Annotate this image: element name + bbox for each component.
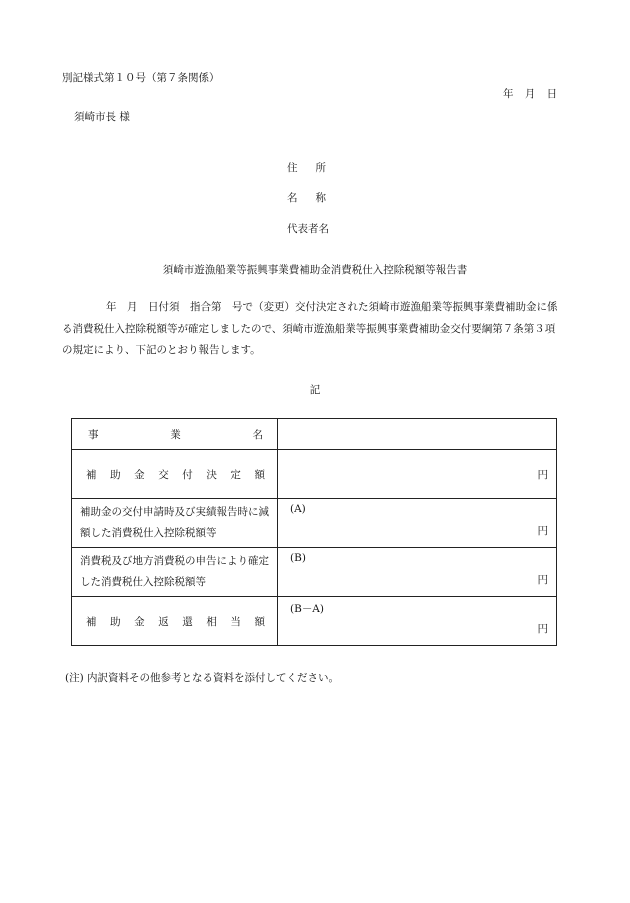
reduced-tax-label: 補助金の交付申請時及び実績報告時に減額した消費税仕入控除税額等 bbox=[72, 499, 278, 548]
footnote: (注) 内訳資料その他参考となる資料を添付してください。 bbox=[65, 672, 340, 684]
date-line: 年 月 日 bbox=[503, 88, 558, 100]
label-char: 還 bbox=[182, 615, 193, 628]
form-number: 別記様式第１０号（第７条関係） bbox=[62, 72, 220, 84]
applicant-representative-label: 代表者名 bbox=[287, 223, 329, 235]
body-paragraph bbox=[62, 297, 562, 362]
label-char: 付 bbox=[182, 468, 193, 481]
yen-unit: 円 bbox=[537, 574, 548, 586]
row-project-name bbox=[72, 419, 557, 450]
label-char: 補 bbox=[86, 615, 97, 628]
label-char: 事 bbox=[88, 428, 99, 441]
label-char: 補 bbox=[86, 468, 97, 481]
label-char: 業 bbox=[170, 428, 181, 441]
row-refund bbox=[72, 597, 557, 646]
confirmed-tax-label: 消費税及び地方消費税の申告により確定した消費税仕入控除税額等 bbox=[72, 548, 278, 597]
label-char: 交 bbox=[158, 468, 169, 481]
label-char: 額 bbox=[254, 468, 265, 481]
grant-decision-value bbox=[278, 450, 557, 499]
applicant-name-label: 名称 bbox=[287, 192, 344, 204]
label-char: 決 bbox=[206, 468, 217, 481]
yen-unit: 円 bbox=[537, 469, 548, 481]
label-char: 相 bbox=[206, 615, 217, 628]
code-a: (A) bbox=[290, 503, 306, 515]
yen-unit: 円 bbox=[537, 525, 548, 537]
confirmed-tax-value bbox=[278, 548, 557, 597]
reduced-tax-value bbox=[278, 499, 557, 548]
row-reduced-tax bbox=[72, 499, 557, 548]
ki-heading: 記 bbox=[309, 384, 321, 396]
label-char: 当 bbox=[230, 615, 241, 628]
report-table bbox=[71, 418, 557, 646]
row-confirmed-tax bbox=[72, 548, 557, 597]
yen-unit: 円 bbox=[537, 623, 548, 635]
label-char: 助 bbox=[110, 468, 121, 481]
addressee: 須崎市長 様 bbox=[74, 111, 130, 123]
label-char: 金 bbox=[134, 468, 145, 481]
project-name-label bbox=[72, 419, 278, 450]
label-char: 返 bbox=[158, 615, 169, 628]
refund-label bbox=[72, 597, 278, 646]
code-b: (B) bbox=[290, 552, 306, 564]
grant-decision-label bbox=[72, 450, 278, 499]
document-title: 須崎市遊漁船業等振興事業費補助金消費税仕入控除税額等報告書 bbox=[162, 264, 468, 276]
body-text: 年 月 日付須 指合第 号で（変更）交付決定された須崎市遊漁船業等振興事業費補助金に係る消費税仕入控除税額等が確定しましたので、須崎市遊漁船業等振興事業費補助金交付要綱第７条第３項の規定により、下記のとおり報告します。 bbox=[62, 301, 558, 356]
project-name-value bbox=[278, 419, 557, 450]
applicant-address-label: 住所 bbox=[287, 162, 344, 174]
row-grant-decision bbox=[72, 450, 557, 499]
label-char: 定 bbox=[230, 468, 241, 481]
label-char: 額 bbox=[254, 615, 265, 628]
label-char: 名 bbox=[252, 428, 263, 441]
label-char: 助 bbox=[110, 615, 121, 628]
refund-value bbox=[278, 597, 557, 646]
label-char: 金 bbox=[134, 615, 145, 628]
code-b-minus-a: (B－A) bbox=[290, 603, 324, 615]
